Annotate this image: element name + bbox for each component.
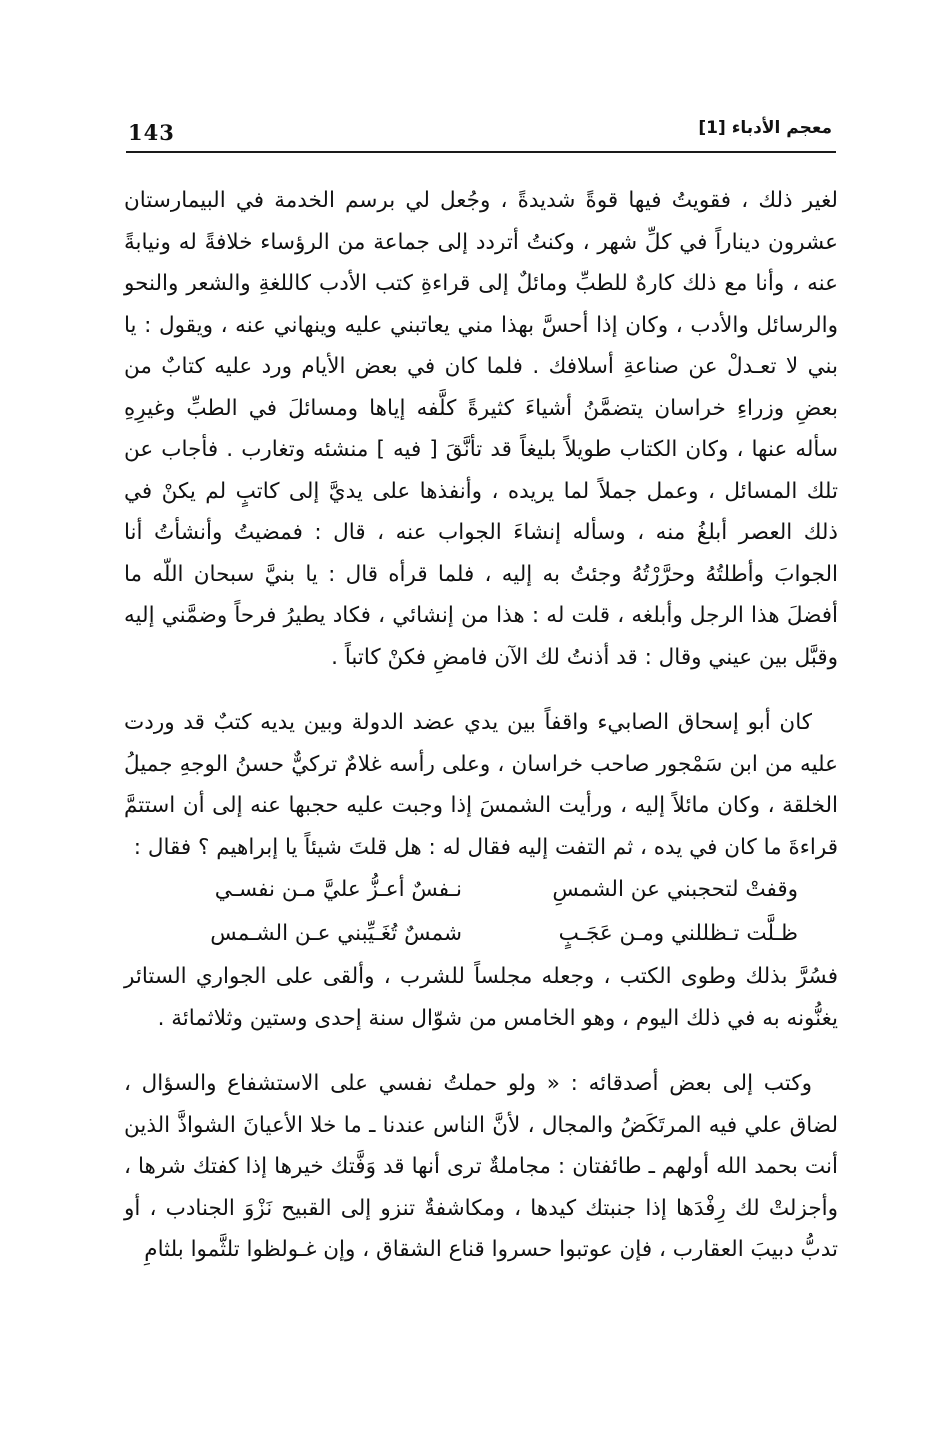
running-head xyxy=(128,118,832,152)
paragraph-sabi-anecdote: كان أبو إسحاق الصابيء واقفاً بين يدي عضد الدولة وبين يديه كتبٌ قد وردت عليه من ابن سَمْجور صاحب خراسان ، وعلى رأسه غلامٌ تركيٌّ حسنُ الوجهِ جميلُ الخلقة ، وكان مائلاً إليه ، ورأيت الشمسَ إذا وجبت عليه حجبها عنه إلى أن استتمَّ قراءةَ ما كان في يده ، ثم التفت إليه فقال له : هل قلتَ شيئاً يا إبراهيم ؟ فقال : xyxy=(124,710,838,860)
paragraph-continued: لغير ذلك ، فقويتُ فيها قوةً شديدةً ، وجُعل لي برسم الخدمة في البيمارستان عشرون ديناراً في كلِّ شهر ، وكنتُ أتردد إلى جماعة من الرؤساء خلافةً له ونيابةً عنه ، وأنا مع ذلك كارهٌ للطبِّ ومائلٌ إلى قراءةِ كتب الأدب كاللغةِ والشعر والنحو والرسائل والأدب ، وكان إذا أحسَّ بهذا مني يعاتبني عليه وينهاني عنه ، ويقول : يا بني لا تعـدلْ عن صناعةِ أسلافك . فلما كان في بعض الأيام ورد عليه كتابٌ من بعضِ وزراءِ خراسان يتضمَّنُ أشياءَ كثيرةً كلَّفه إياها ومسائلَ في الطبِّ وغيرِهِ سأله عنها ، وكان الكتاب طويلاً بليغاً قد تأنَّقَ [ فيه ] منشئه وتغارب . فأجاب عن تلك المسائل ، وعمل جملاً لما يريده ، وأنفذها على يديَّ إلى كاتبٍ لم يكنْ في ذلك العصر أبلغُ منه ، وسأله إنشاءَ الجواب عنه ، قال : فمضيتُ وأنشأتُ أنا الجوابَ وأطلتُهُ وحرَّرْتُهُ وجئتُ به إليه ، فلما قرأه قال : يا بنيَّ سبحان اللّه ما أفضلَ هذا الرجل وأبلغه ، قلت له : هذا من إنشائي ، فكاد يطيرُ فرحاً وضمَّني إليه وقبَّل بين عيني وقال : قد أذنتُ لك الآن فامضِ فكنْ كاتباً . xyxy=(124,188,838,670)
poem-verse xyxy=(164,912,798,956)
verse-second-hemistich: شمسٌ تُغَـيِّبني عـن الشـمس xyxy=(210,921,462,946)
paragraph-letter: وكتب إلى بعض أصدقائه : « ولو حملتُ نفسي على الاستشفاع والسؤال ، لضاق علي فيه المرتَكَضُ والمجال ، لأنَّ الناس عندنا ـ ما خلا الأعيانَ الشواذَّ الذين أنت بحمد الله أولهم ـ طائفتان : مجاملةٌ ترى أنها قد وَفَّتك خيرها إذا كفتك شرها ، وأجزلتْ لك رِفْدَها إذا جنبتك كيدها ، ومكاشفةٌ تنزو إلى القبيح نَزْوَ الجنادب ، أو تدبُّ دبيبَ العقارب ، فإن عوتبوا حسروا قناع الشقاق ، وإن غـولظوا تلثَّموا بلثامِ xyxy=(124,1071,838,1262)
page-body xyxy=(124,180,838,1271)
paragraph-gap xyxy=(124,1039,838,1063)
book-title: معجم الأدباء [1] xyxy=(698,118,832,138)
paragraph-after-poem: فسُرَّ بذلك وطوى الكتب ، وجعله مجلساً للشرب ، وألقى على الجواري الستائر يغنُّونه به في ذلك اليوم ، وهو الخامس من شوّال سنة إحدى وستين وثلاثمائة . xyxy=(124,964,838,1031)
header-rule xyxy=(126,151,836,153)
page-number: 143 xyxy=(128,120,175,145)
verse-first-hemistich: ظـلَّت تـظللني ومـن عَجَـبٍ xyxy=(558,921,798,946)
poem-block xyxy=(124,868,838,956)
poem-verse xyxy=(164,868,798,912)
verse-second-hemistich: نـفسٌ أعـزُّ عليَّ مـن نفسـي xyxy=(214,877,462,902)
verse-first-hemistich: وقفتْ لتحجبني عن الشمسِ xyxy=(552,877,798,902)
paragraph-gap xyxy=(124,678,838,702)
